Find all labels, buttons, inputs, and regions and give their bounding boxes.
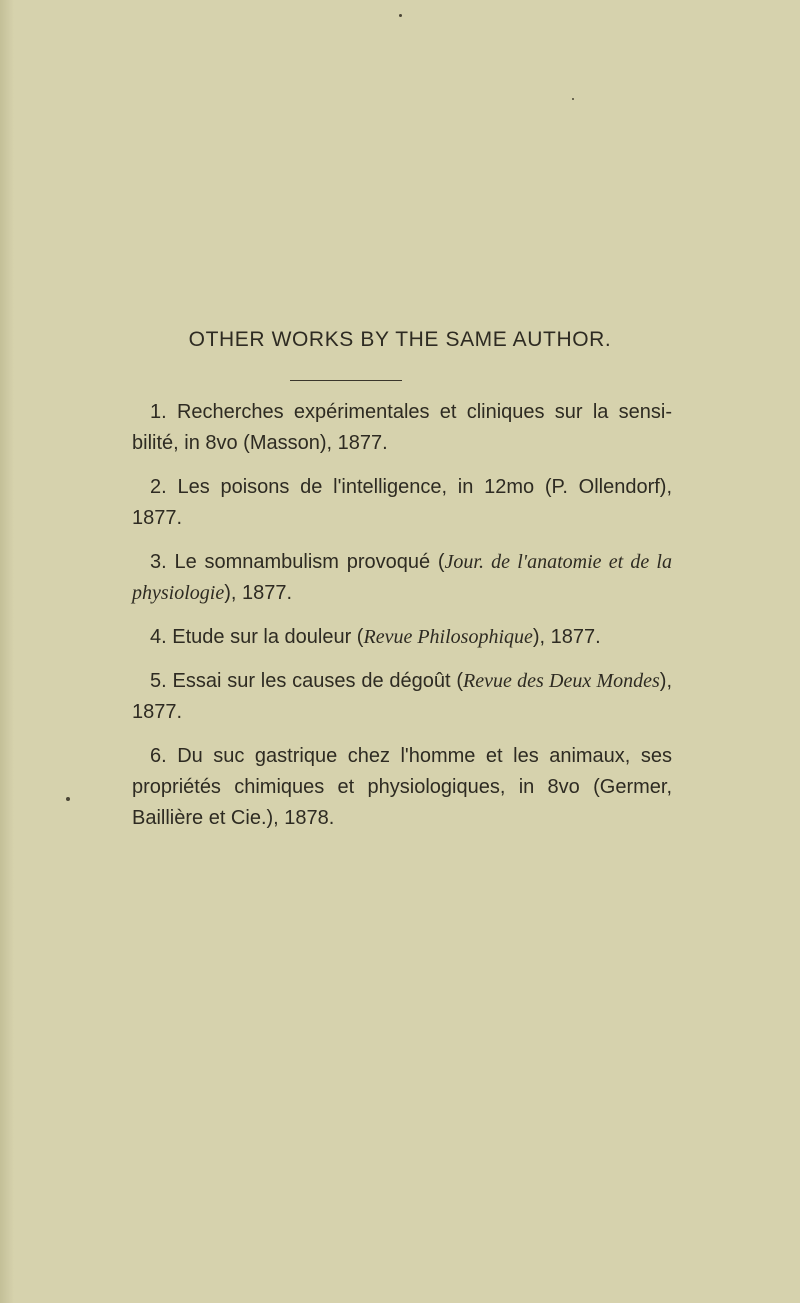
work-entry-6 (132, 741, 672, 834)
work-entry-4 (132, 622, 672, 653)
work-entry-2 (132, 472, 672, 534)
work-entry-1 (132, 397, 672, 459)
heading-rule (290, 380, 402, 381)
paper-speck (66, 797, 70, 801)
work-text: Essai sur les causes de dégoût ( (172, 670, 464, 692)
work-number: 1. (150, 401, 167, 423)
page-edge-shadow (0, 0, 14, 1303)
works-list (132, 397, 672, 847)
work-text: Les poisons de l'intelligence, in 12mo (P. Ollendorf), 1877. (132, 476, 673, 529)
work-text: Recherches expérimentales et cliniques sur la sensi-bilité, in 8vo (Masson), 1877. (132, 401, 673, 454)
work-number: 5. (150, 670, 167, 692)
work-text-end: ), 1877. (532, 626, 601, 648)
work-journal-title: Jour. de l'anatomie et de la physiologie (132, 551, 672, 604)
work-entry-5 (132, 666, 672, 728)
work-number: 4. (150, 626, 167, 648)
work-journal-title: Revue des Deux Mondes (463, 670, 660, 692)
page-heading: OTHER WORKS BY THE SAME AUTHOR. (188, 328, 612, 351)
paper-speck (399, 14, 402, 17)
work-text: Du suc gastrique chez l'homme et les animaux, ses propriétés chimiques et physiologiques, in 8vo (Germer, Baillière et Cie.), 1878. (132, 745, 672, 829)
work-number: 6. (150, 745, 167, 767)
work-entry-3 (132, 547, 672, 609)
work-number: 2. (150, 476, 167, 498)
work-journal-title: Revue Philosophique (363, 626, 533, 648)
work-text: Le somnambulism provoqué ( (174, 551, 445, 573)
work-text-end: ), 1877. (224, 582, 293, 604)
work-text-end: ), 1877. (132, 670, 672, 723)
work-number: 3. (150, 551, 167, 573)
work-text: Etude sur la douleur ( (172, 626, 364, 648)
paper-speck (572, 98, 574, 100)
